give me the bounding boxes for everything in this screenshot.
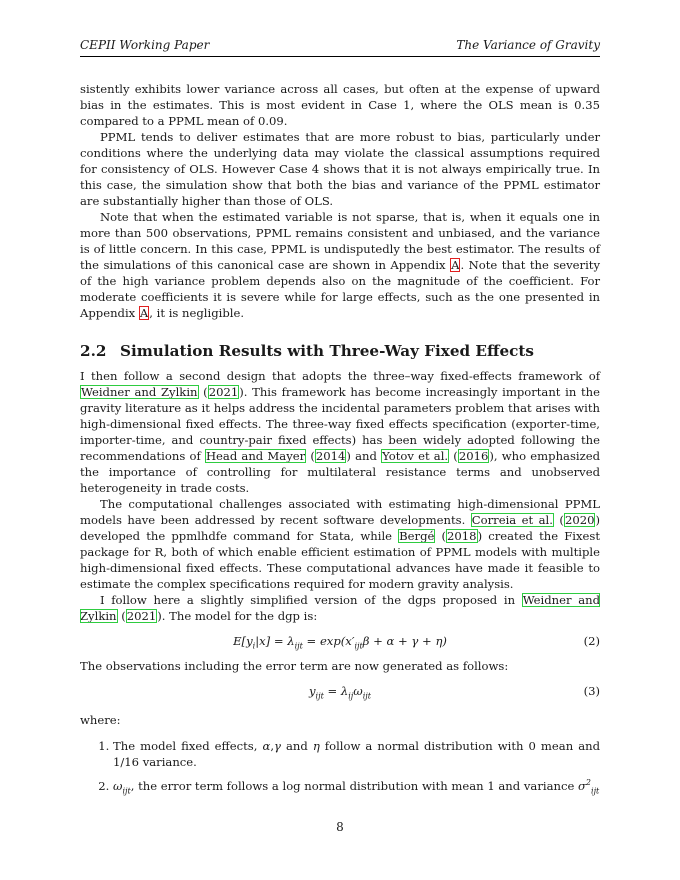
- paragraph-1: sistently exhibits lower variance across all cases, but often at the expense of upward bias in the estimates. This is most evident in Case 1, where the OLS mean is 0.35 compared to a PPML mean of 0.09.: [80, 82, 600, 128]
- section-heading: [80, 341, 600, 361]
- page-number: 8: [336, 820, 344, 834]
- section-number: 2.2: [80, 342, 107, 360]
- paragraph-3: Note that when the estimated variable is not sparse, that is, when it equals one in more than 500 observations, PPML remains consistent and unbiased, and the variance is of little concern. In this case, PPML is undisputedly the best estimator. The results of the simulations of this canonical case are shown in Appendix A. Note that the severity of the high variance problem depends also on the magnitude of the coefficient. For moderate coefficients it is severe while for large effects, such as the one presented in Appendix A, it is negligible.: [80, 210, 600, 320]
- list-item: 2. $\omega_{ijt}$, the error term follows a log normal distribution with mean 1 and variance $\sigma^2_{ijt}$: [113, 778, 600, 794]
- citation-link[interactable]: Head and Mayer: [205, 449, 306, 463]
- header-right: The Variance of Gravity: [456, 38, 600, 52]
- equation-number: (3): [583, 684, 600, 698]
- citation-year-link[interactable]: 2021: [126, 609, 157, 623]
- paragraph-2: PPML tends to deliver estimates that are more robust to bias, particularly under conditions where the underlying data may violate the classical assumptions required for consistency of OLS. However Case 4 shows that it is not always empirically true. In this case, the simulation show that both the bias and variance of the PPML estimator are substantially higher than those of OLS.: [80, 130, 600, 208]
- equation-number: (2): [583, 634, 600, 648]
- header-left: CEPII Working Paper: [80, 38, 210, 52]
- where-label: where:: [80, 713, 121, 727]
- citation-year-link[interactable]: 2020: [564, 513, 595, 527]
- section-title: Simulation Results with Three-Way Fixed Effects: [120, 342, 534, 360]
- citation-year-link[interactable]: 2021: [208, 385, 239, 399]
- citation-link[interactable]: Correia et al.: [471, 513, 553, 527]
- paragraph-7: The observations including the error term are now generated as follows:: [80, 659, 509, 673]
- citation-link[interactable]: Yotov et al.: [382, 449, 449, 463]
- citation-link[interactable]: Weidner and Zylkin: [81, 385, 198, 399]
- citation-year-link[interactable]: 2016: [458, 449, 489, 463]
- citation-link[interactable]: Weidner and Zylkin: [80, 593, 600, 623]
- assumption-list: [80, 738, 600, 794]
- list-item: 1. The model fixed effects, α,γ and η follow a normal distribution with 0 mean and 1/16 variance.: [113, 738, 600, 770]
- body-text: [80, 81, 600, 802]
- running-header: [80, 38, 600, 57]
- appendix-link[interactable]: A: [139, 306, 149, 320]
- paragraph-5: The computational challenges associated with estimating high-dimensional PPML models have been addressed by recent software developments. Correia et al. (2020) developed the ppmlhdfe command for Stata, while Bergé (2018) created the Fixest package for R, both of which enable efficient estimation of PPML models with multiple high-dimensional fixed effects. These computational advances have made it feasible to estimate the complex specifications required for modern gravity analysis.: [80, 497, 601, 591]
- paragraph-6: I follow here a slightly simplified version of the dgps proposed in Weidner and Zylkin (2021). The model for the dgp is:: [80, 593, 600, 623]
- citation-year-link[interactable]: 2014: [315, 449, 346, 463]
- page: [80, 0, 600, 880]
- citation-year-link[interactable]: 2018: [447, 529, 477, 543]
- citation-link[interactable]: Bergé: [399, 529, 435, 543]
- paragraph-4: I then follow a second design that adopts the three–way fixed-effects framework of Weidner and Zylkin (2021). This framework has become increasingly important in the gravity literature as it helps address the incidental parameters problem that arises with high-dimensional fixed effects. The three-way fixed effects specification (exporter-time, importer-time, and country-pair fixed effects) has been widely adopted following the recommendations of Head and Mayer (2014) and Yotov et al. (2016), who emphasized the importance of controlling for multilateral resistance terms and unobserved heterogeneity in trade costs.: [80, 369, 600, 495]
- appendix-link[interactable]: A: [451, 258, 460, 272]
- equation-2: $E[y_i|x] = \lambda_{ijt} = \exp(x'_{ijt}\beta + \alpha + \gamma + \eta)$ (2): [80, 624, 600, 658]
- equation-3: $y_{ijt} = \lambda_{ij}\omega_{ijt}$ (3): [80, 674, 600, 708]
